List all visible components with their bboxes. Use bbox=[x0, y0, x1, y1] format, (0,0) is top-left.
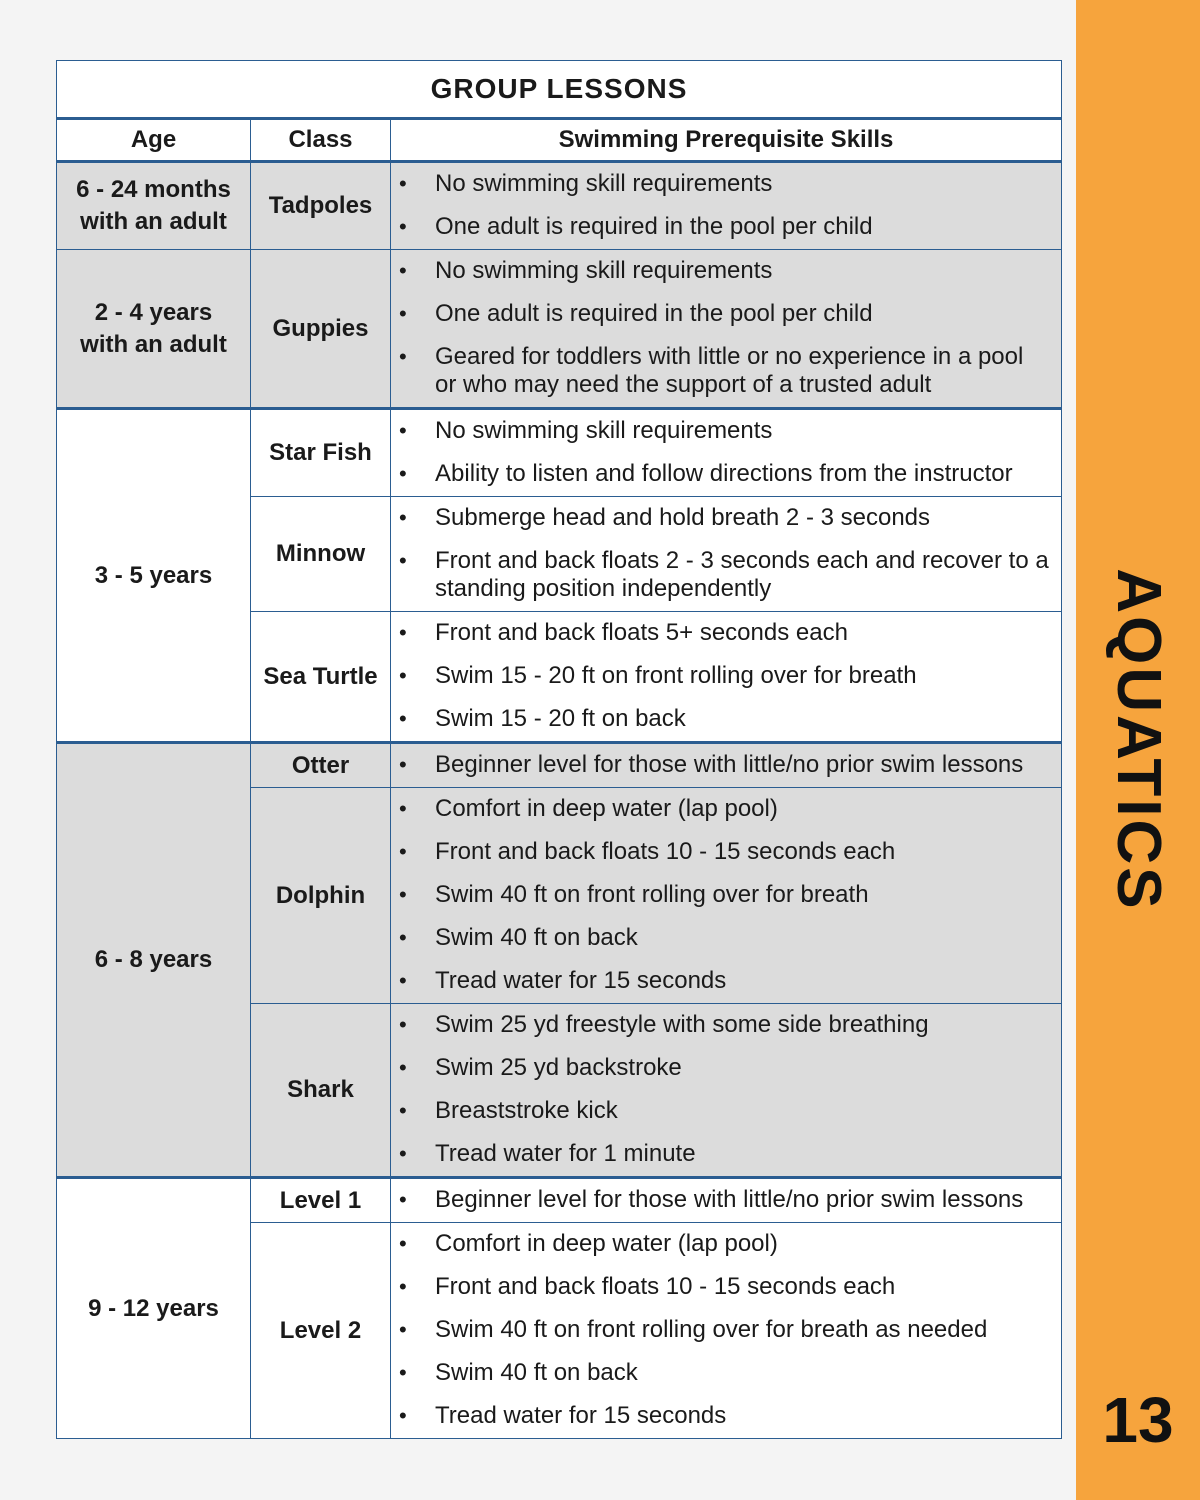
skills-cell bbox=[391, 1004, 1062, 1178]
skill-item: • Ability to listen and follow directions from the instructor bbox=[391, 453, 1051, 496]
skill-item: • One adult is required in the pool per child bbox=[391, 293, 1051, 336]
page-number: 13 bbox=[1102, 1384, 1174, 1456]
skill-item: • One adult is required in the pool per child bbox=[391, 206, 1051, 249]
skill-item: • Comfort in deep water (lap pool) bbox=[391, 788, 1051, 831]
skill-item: • No swimming skill requirements bbox=[391, 163, 1051, 206]
class-name: Star Fish bbox=[251, 409, 391, 497]
class-name: Minnow bbox=[251, 497, 391, 612]
section-title: AQUATICS bbox=[1104, 568, 1173, 912]
age-cell bbox=[57, 250, 251, 409]
age-cell bbox=[57, 162, 251, 250]
skill-item: • Swim 15 - 20 ft on back bbox=[391, 698, 1051, 741]
skills-cell bbox=[391, 1178, 1062, 1223]
age-line: 9 - 12 years bbox=[88, 1294, 219, 1322]
skills-cell bbox=[391, 788, 1062, 1004]
skill-item: • Front and back floats 10 - 15 seconds each bbox=[391, 831, 1051, 874]
skill-item: • Tread water for 1 minute bbox=[391, 1133, 1051, 1176]
skill-item: • Swim 40 ft on front rolling over for breath as needed bbox=[391, 1309, 1051, 1352]
skill-item: • Swim 40 ft on back bbox=[391, 1352, 1051, 1395]
table-row bbox=[57, 162, 1062, 250]
age-cell bbox=[57, 743, 251, 1178]
skill-item: • Submerge head and hold breath 2 - 3 seconds bbox=[391, 497, 1051, 540]
group-lessons-table bbox=[56, 60, 1062, 1439]
class-name: Dolphin bbox=[251, 788, 391, 1004]
skill-item: • Swim 15 - 20 ft on front rolling over for breath bbox=[391, 655, 1051, 698]
header-age: Age bbox=[57, 119, 251, 162]
age-line: with an adult bbox=[80, 330, 227, 358]
skills-cell bbox=[391, 162, 1062, 250]
age-line: 2 - 4 years bbox=[94, 298, 213, 326]
table-title: GROUP LESSONS bbox=[57, 61, 1062, 119]
skills-cell bbox=[391, 743, 1062, 788]
header-class: Class bbox=[251, 119, 391, 162]
age-cell bbox=[57, 1178, 251, 1439]
skill-item: • Swim 40 ft on back bbox=[391, 917, 1051, 960]
skill-item: • Swim 25 yd freestyle with some side breathing bbox=[391, 1004, 1051, 1047]
table-row bbox=[57, 743, 1062, 788]
skill-item: • Beginner level for those with little/no prior swim lessons bbox=[391, 1179, 1051, 1222]
skill-item: • Front and back floats 5+ seconds each bbox=[391, 612, 1051, 655]
age-line: 3 - 5 years bbox=[94, 561, 213, 589]
skills-cell bbox=[391, 409, 1062, 497]
class-name: Level 1 bbox=[251, 1178, 391, 1223]
header-skills: Swimming Prerequisite Skills bbox=[391, 119, 1062, 162]
skill-item: • Beginner level for those with little/no prior swim lessons bbox=[391, 744, 1051, 787]
class-name: Sea Turtle bbox=[251, 612, 391, 743]
class-name: Tadpoles bbox=[251, 162, 391, 250]
skills-cell bbox=[391, 250, 1062, 409]
age-line: with an adult bbox=[80, 208, 227, 235]
table-row bbox=[57, 409, 1062, 497]
skill-item: • Front and back floats 10 - 15 seconds each bbox=[391, 1266, 1051, 1309]
skill-item: • Breaststroke kick bbox=[391, 1090, 1051, 1133]
skill-item: • Comfort in deep water (lap pool) bbox=[391, 1223, 1051, 1266]
table-row bbox=[57, 1178, 1062, 1223]
age-cell bbox=[57, 409, 251, 743]
class-name: Otter bbox=[251, 743, 391, 788]
skills-cell bbox=[391, 497, 1062, 612]
skill-item: • Front and back floats 2 - 3 seconds each and recover to a standing position independently bbox=[391, 540, 1051, 611]
skill-item: • Geared for toddlers with little or no experience in a pool or who may need the support of a trusted adult bbox=[391, 336, 1051, 407]
skill-item: • No swimming skill requirements bbox=[391, 410, 1051, 453]
skills-cell bbox=[391, 1223, 1062, 1439]
class-name: Level 2 bbox=[251, 1223, 391, 1439]
class-name: Shark bbox=[251, 1004, 391, 1178]
skills-cell bbox=[391, 612, 1062, 743]
skill-item: • Swim 25 yd backstroke bbox=[391, 1047, 1051, 1090]
table-row bbox=[57, 250, 1062, 409]
skill-item: • Tread water for 15 seconds bbox=[391, 960, 1051, 1003]
skill-item: • Tread water for 15 seconds bbox=[391, 1395, 1051, 1438]
age-line: 6 - 8 years bbox=[94, 946, 213, 973]
class-name: Guppies bbox=[251, 250, 391, 409]
age-line: 6 - 24 months bbox=[76, 176, 231, 203]
skill-item: • No swimming skill requirements bbox=[391, 250, 1051, 293]
skill-item: • Swim 40 ft on front rolling over for breath bbox=[391, 874, 1051, 917]
